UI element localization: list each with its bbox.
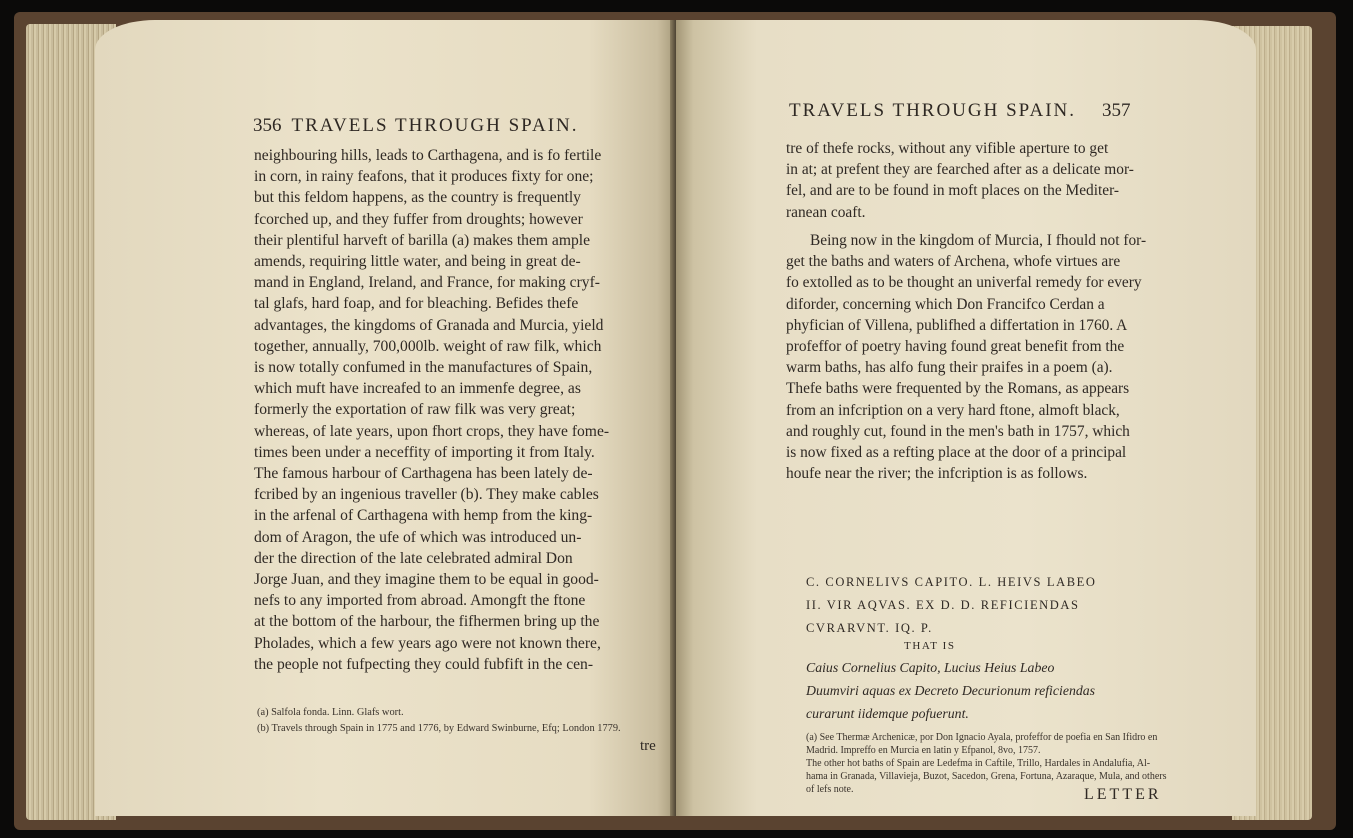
text-line: is now fixed as a refting place at the door of a principal [786,444,1127,462]
text-line: ranean coaft. [786,203,866,221]
footnote: of lefs note. [806,784,854,795]
text-line: times been under a neceffity of importing it from Italy. [254,443,595,461]
text-line: tal glafs, hard foap, and for bleaching. Befides thefe [254,295,579,313]
left-catchword: tre [640,738,656,754]
text-line: whereas, of late years, upon fhort crops, they have fome- [254,422,610,440]
right-page [676,20,1256,816]
text-line: nefs to any imported from abroad. Amongft the ftone [254,592,586,610]
text-line: get the baths and waters of Archena, whofe virtues are [786,253,1121,271]
inscription-line: II. VIR AQVAS. EX D. D. REFICIENDAS [806,598,1080,612]
inscription-line: C. CORNELIVS CAPITO. L. HEIVS LABEO [806,575,1097,589]
inscription-line: CVRARVNT. IQ. P. [806,621,933,635]
right-catchword: LETTER [1084,786,1162,803]
right-body-text-1 [786,138,1134,223]
that-is-label: THAT IS [904,640,956,652]
text-line: The famous harbour of Carthagena has been lately de- [254,465,593,483]
footnote: Madrid. Impreffo en Murcia en latin y Efpanol, 8vo, 1757. [806,745,1041,756]
text-line: fo extolled as to be thought an univerfal remedy for every [786,274,1142,292]
translation-line: Duumviri aquas ex Decreto Decurionum reficiendas [806,683,1096,698]
text-line: diforder, concerning which Don Francifco Cerdan a [786,295,1105,313]
text-line: tre of thefe rocks, without any vifible aperture to get [786,140,1109,157]
text-line: from an infcription on a very hard ftone, almoft black, [786,401,1120,419]
text-line: warm baths, has alfo fung their praifes in a poem (a). [786,359,1113,377]
text-line: at the bottom of the harbour, the fifhermen bring up the [254,613,600,631]
right-body-text-2 [786,230,1146,484]
text-line: in the arfenal of Carthagena with hemp from the king- [254,507,593,525]
right-running-head [789,100,1131,122]
text-line: der the direction of the late celebrated admiral Don [254,549,573,567]
left-body-text [254,145,609,675]
text-line: together, annually, 700,000lb. weight of raw filk, which [254,337,602,355]
left-running-head [253,115,579,137]
text-line: in corn, in rainy feafons, that it produces fixty for one; [254,168,594,186]
text-line: Pholades, which a few years ago were not known there, [254,634,601,652]
translation-line: curarunt iidemque pofuerunt. [806,706,969,721]
left-footnotes [257,706,621,735]
text-line: dom of Aragon, the ufe of which was introduced un- [254,528,582,546]
left-page-number: 356 [253,115,282,136]
footnote: (a) See Thermæ Archenicæ, por Don Ignacio Ayala, profeffor de poefia en San Ifidro en [806,732,1158,743]
text-line: mand in England, Ireland, and France, for making cryf- [254,274,600,292]
text-line: amends, requiring little water, and being in great de- [254,253,581,271]
left-page [95,20,675,816]
text-line: houfe near the river; the infcription is as follows. [786,465,1088,483]
footnote: The other hot baths of Spain are Ledefma in Caftile, Trillo, Hardales in Andalufia, Al- [806,758,1151,769]
footnote: hama in Granada, Villavieja, Buzot, Sacedon, Grena, Fortuna, Azaraque, Mula, and others [806,771,1167,782]
text-line: the people not fufpecting they could fubfift in the cen- [254,655,594,673]
text-line: advantages, the kingdoms of Granada and Murcia, yield [254,316,604,334]
text-line: neighbouring hills, leads to Carthagena, and is fo fertile [254,147,602,164]
text-line: in at; at prefent they are fearched after as a delicate mor- [786,161,1134,179]
right-page-number: 357 [1102,100,1131,121]
text-line: Thefe baths were frequented by the Romans, as appears [786,380,1130,398]
text-line: but this feldom happens, as the country is frequently [254,189,581,207]
text-line: formerly the exportation of raw filk was very great; [254,401,576,419]
translation-line: Caius Cornelius Capito, Lucius Heius Labeo [806,660,1055,675]
text-line: their plentiful harveft of barilla (a) makes them ample [254,231,590,249]
text-line: fel, and are to be found in moft places on the Mediter- [786,182,1120,200]
text-line: is now totally confumed in the manufactures of Spain, [254,359,593,377]
right-head-title: TRAVELS THROUGH SPAIN. [789,100,1077,121]
text-line: Jorge Juan, and they imagine them to be equal in good- [254,571,599,589]
footnote: (a) Salfola fonda. Linn. Glafs wort. [257,707,404,718]
text-line: Being now in the kingdom of Murcia, I fhould not for- [810,232,1147,249]
text-line: fcorched up, and they fuffer from droughts; however [254,210,583,228]
text-line: phyfician of Villena, publifhed a differtation in 1760. A [786,316,1128,334]
left-head-title: TRAVELS THROUGH SPAIN. [291,115,579,136]
text-line: which muft have increafed to an immenfe degree, as [254,380,581,398]
text-line: and roughly cut, found in the men's bath in 1757, which [786,422,1130,440]
text-line: profeffor of poetry having found great benefit from the [786,338,1125,356]
footnote: (b) Travels through Spain in 1775 and 1776, by Edward Swinburne, Efq; London 1779. [257,723,621,734]
text-line: fcribed by an ingenious traveller (b). They make cables [254,486,599,504]
